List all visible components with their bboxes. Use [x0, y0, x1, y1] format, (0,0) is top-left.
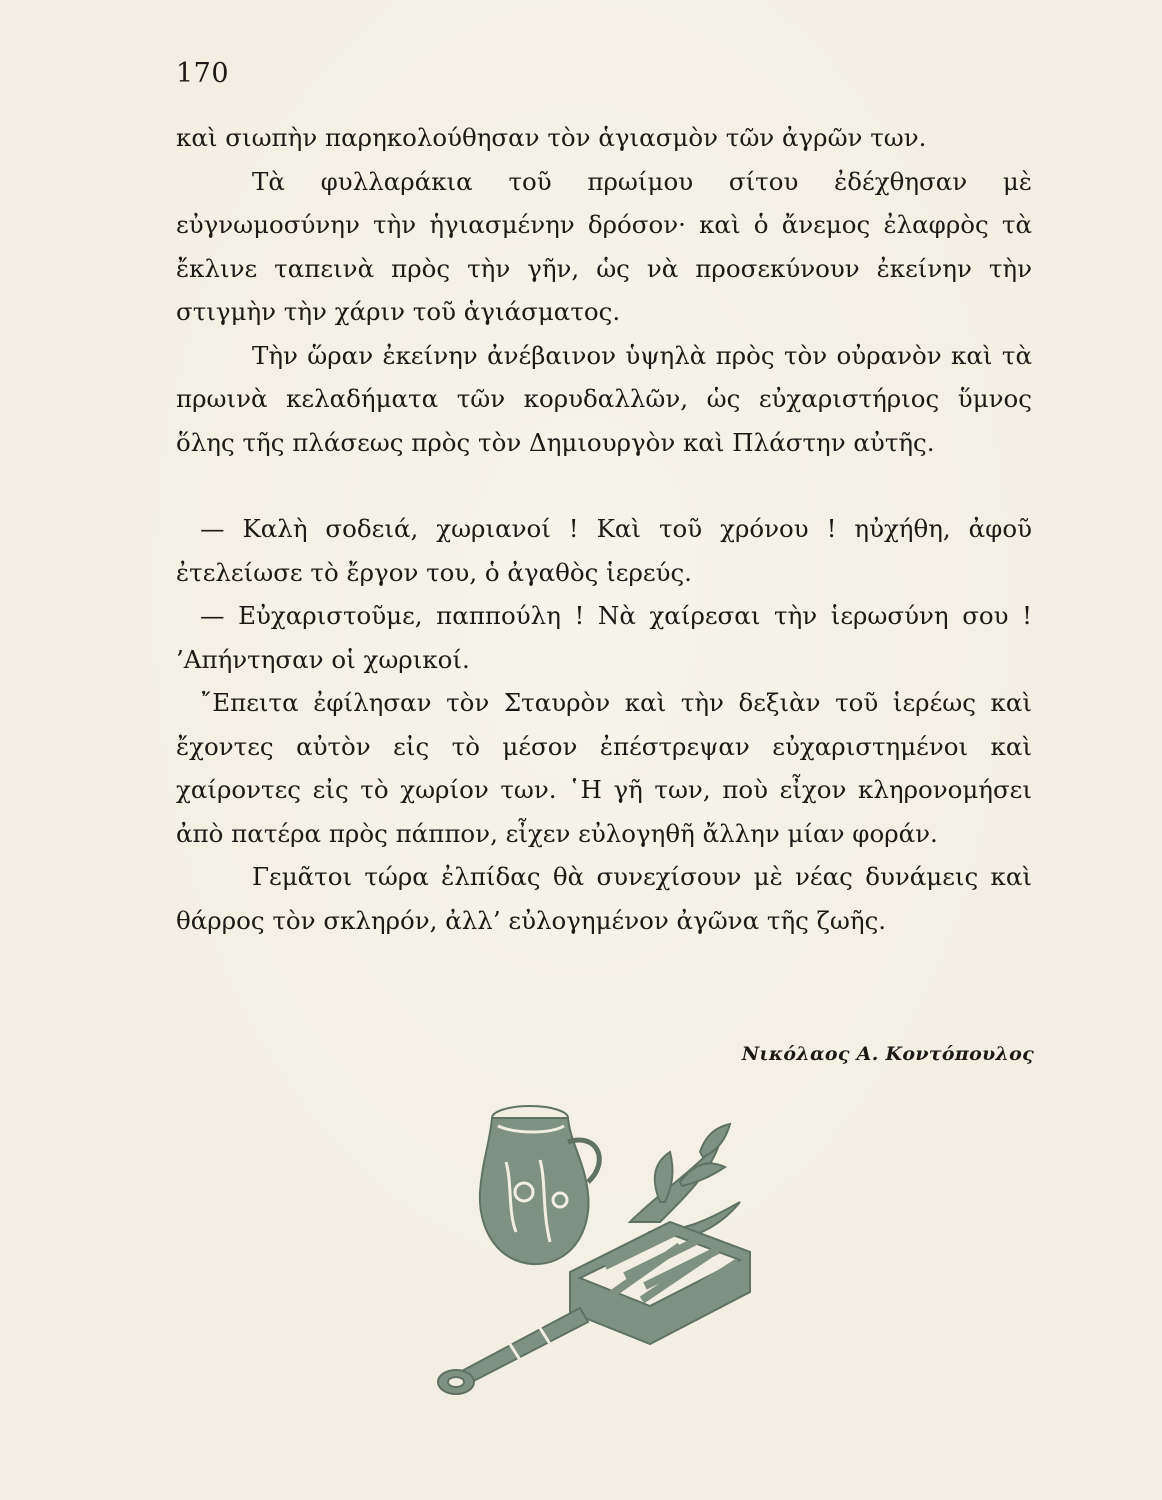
vessel-icon	[480, 1106, 599, 1264]
paragraph-wheat-leaves: Τὰ φυλλαράκια τοῦ πρωίμου σίτου ἐδέχθησαν μὲ εὐγνωμοσύνην τὴν ἡγιασμένην δρόσον· καὶ ὁ ἄνεμος ἐλαφρὸς τὰ ἔκλινε ταπεινὰ πρὸς τὴν γῆν, ὡς νὰ προσεκύνουν ἐκείνην τὴν στιγμὴν τὴν χάριν τοῦ ἁγιάσματος.	[176, 166, 1032, 326]
stamp-grid-icon	[570, 1222, 750, 1344]
dialog-villagers: — Εὐχαριστοῦμε, παππούλη ! Νὰ χαίρεσαι τὴν ἱερωσύνη σου ! ’Απήντησαν οἱ χωρικοί.	[176, 601, 1032, 674]
paragraph-larks: Τὴν ὥραν ἐκείνην ἀνέβαινον ὑψηλὰ πρὸς τὸν οὐρανὸν καὶ τὰ πρωινὰ κελαδήματα τῶν κορυδαλλῶν, ὡς εὐχαριστήριος ὕμνος ὅλης τῆς πλάσεως πρὸς τὸν Δημιουργὸν καὶ Πλάστην αὐτῆς.	[176, 340, 1032, 457]
paragraph-hope: Γεμᾶτοι τώρα ἐλπίδας θὰ συνεχίσουν μὲ νέας δυνάμεις καὶ θάρρος τὸν σκληρόν, ἀλλ’ εὐλογημένον ἀγῶνα τῆς ζωῆς.	[176, 862, 1032, 935]
holy-water-vessel-illustration	[420, 1082, 860, 1412]
dialog-priest: — Καλὴ σοδειά, χωριανοί ! Καὶ τοῦ χρόνου ! ηὐχήθη, ἀφοῦ ἐτελείωσε τὸ ἔργον του, ὁ ἀγαθὸς ἱερεύς.	[176, 514, 1032, 587]
page-number: 170	[176, 58, 230, 89]
paragraph-return-village: ῎Επειτα ἐφίλησαν τὸν Σταυρὸν καὶ τὴν δεξιὰν τοῦ ἱερέως καὶ ἔχοντες αὐτὸν εἰς τὸ μέσον ἐπέστρεψαν εὐχαριστημένοι καὶ χαίροντες εἰς τὸ χωρίον των. ῾Η γῆ των, ποὺ εἶχον κληρονομήσει ἀπὸ πατέρα πρὸς πάππον, εἶχεν εὐλογηθῆ ἄλλην μίαν φοράν.	[176, 688, 1032, 848]
basil-sprig-icon	[630, 1124, 740, 1242]
author-signature: Νικόλαος Α. Κοντόπουλος	[741, 1043, 1034, 1065]
handle-icon	[438, 1308, 588, 1394]
paragraph-continuation: καὶ σιωπὴν παρηκολούθησαν τὸν ἁγιασμὸν τῶν ἀγρῶν των.	[176, 123, 927, 152]
body-text	[176, 116, 1032, 942]
